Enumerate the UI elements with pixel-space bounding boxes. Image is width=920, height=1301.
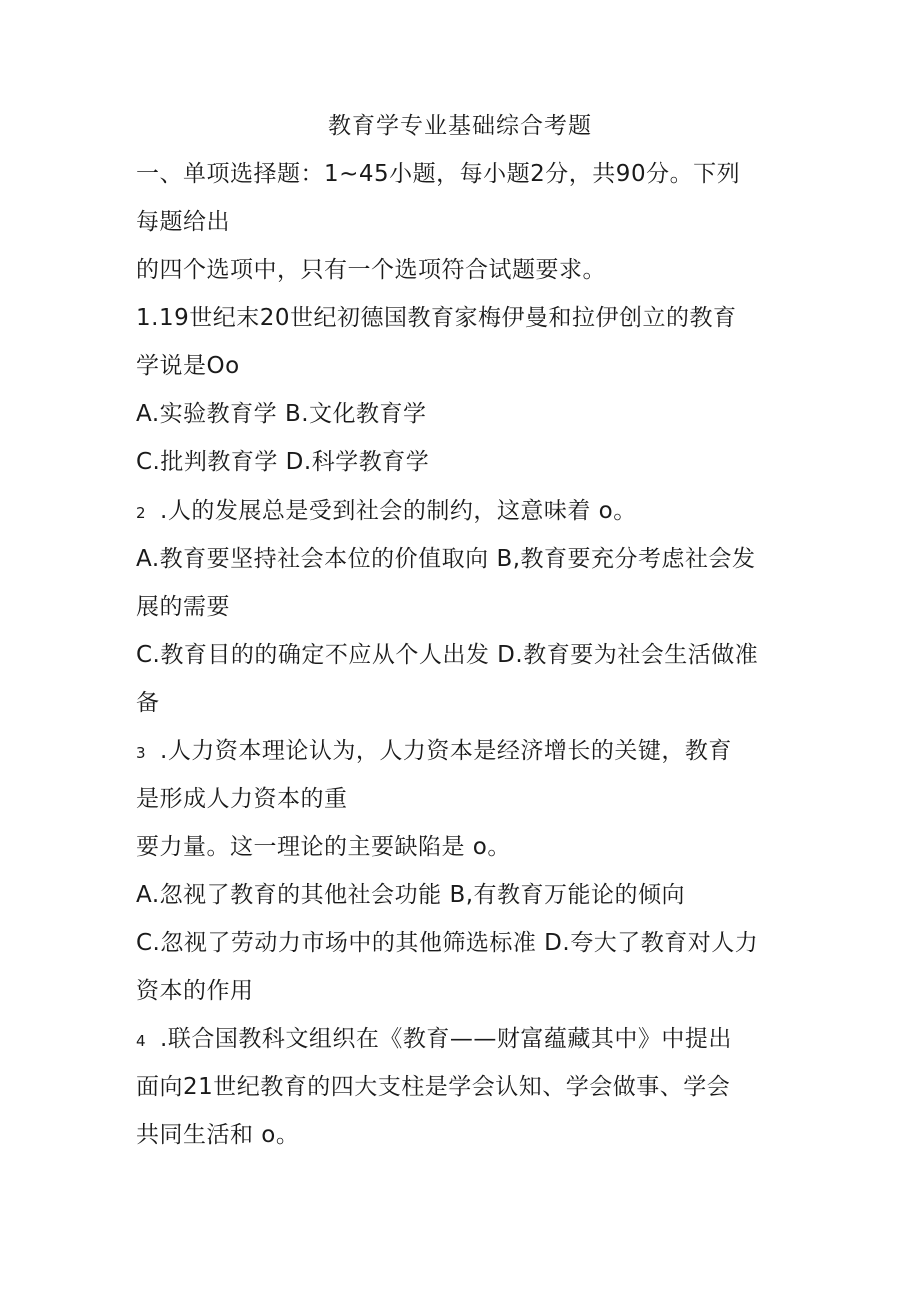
text-line	[136, 1021, 796, 1059]
line-text: 要力量。这一理论的主要缺陷是 o。	[136, 834, 511, 860]
text-line	[136, 781, 796, 817]
line-text: 资本的作用	[136, 978, 254, 1004]
line-text: C.教育目的的确定不应从个人出发 D.教育要为社会生活做准	[136, 642, 759, 668]
text-line	[136, 348, 796, 384]
text-line	[136, 733, 796, 771]
text-line	[136, 156, 796, 192]
text-line	[136, 973, 796, 1009]
text-line	[136, 204, 796, 240]
line-text: A.忽视了教育的其他社会功能 B,有教育万能论的倾向	[136, 882, 686, 908]
text-line	[136, 300, 796, 336]
line-text: 展的需要	[136, 594, 230, 620]
question-number: 3	[136, 744, 147, 762]
text-line	[136, 396, 796, 432]
question-number: 2	[136, 504, 147, 522]
line-text: 学说是Oo	[136, 353, 240, 379]
line-text: 备	[136, 690, 160, 716]
line-text: .人的发展总是受到社会的制约，这意味着 o。	[160, 498, 637, 524]
text-line	[136, 541, 796, 577]
text-line	[136, 1117, 796, 1153]
text-line	[136, 589, 796, 625]
line-text: C.批判教育学 D.科学教育学	[136, 449, 430, 475]
line-text: 一、单项选择题：1~45小题，每小题2分，共90分。下列	[136, 161, 741, 187]
text-line	[136, 637, 796, 673]
text-line	[136, 252, 796, 288]
line-text: 共同生活和 o。	[136, 1122, 300, 1148]
question-number: 4	[136, 1032, 147, 1050]
line-text: A.实验教育学 B.文化教育学	[136, 401, 427, 427]
line-text: A.教育要坚持社会本位的价值取向 B,教育要充分考虑社会发	[136, 546, 756, 572]
page-title: 教育学专业基础综合考题	[328, 113, 592, 139]
line-text: 1.19世纪末20世纪初德国教育家梅伊曼和拉伊创立的教育	[136, 305, 737, 331]
line-text: .人力资本理论认为，人力资本是经济增长的关键，教育	[160, 738, 732, 764]
text-line	[136, 877, 796, 913]
line-text: C.忽视了劳动力市场中的其他筛选标准 D.夸大了教育对人力	[136, 930, 759, 956]
line-text: 面向21世纪教育的四大支柱是学会认知、学会做事、学会	[136, 1074, 731, 1100]
line-text: .联合国教科文组织在《教育——财富蕴藏其中》中提出	[160, 1026, 732, 1052]
line-text: 是形成人力资本的重	[136, 786, 348, 812]
line-text: 的四个选项中，只有一个选项符合试题要求。	[136, 257, 606, 283]
text-line	[136, 1069, 796, 1105]
text-line	[136, 685, 796, 721]
text-line	[136, 925, 796, 961]
text-line	[136, 444, 796, 480]
text-line	[136, 493, 796, 531]
text-line	[136, 829, 796, 865]
line-text: 每题给出	[136, 209, 230, 235]
